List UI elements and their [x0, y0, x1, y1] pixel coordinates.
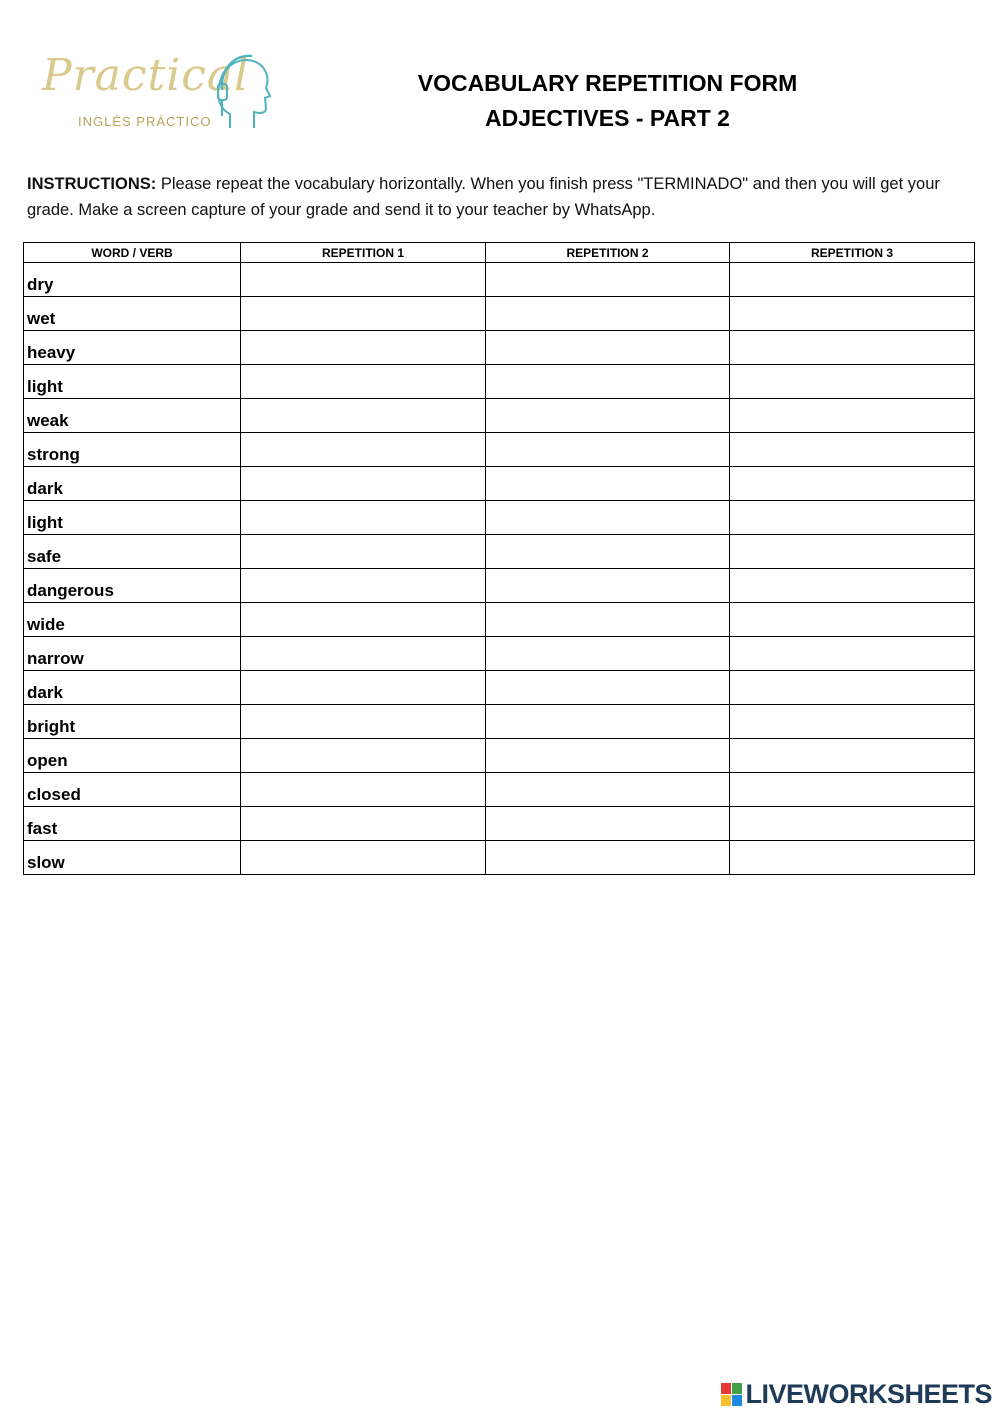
word-cell: strong — [24, 433, 241, 467]
head-headphones-icon — [208, 50, 272, 130]
repetition-1-cell — [241, 263, 486, 297]
repetition-2-input[interactable] — [486, 807, 729, 840]
word-cell: wet — [24, 297, 241, 331]
repetition-1-cell — [241, 841, 486, 875]
repetition-1-input[interactable] — [241, 603, 485, 636]
repetition-3-cell — [730, 433, 975, 467]
repetition-3-cell — [730, 331, 975, 365]
repetition-1-input[interactable] — [241, 739, 485, 772]
repetition-2-input[interactable] — [486, 365, 729, 398]
table-row — [24, 365, 975, 399]
repetition-3-cell — [730, 467, 975, 501]
instructions-label: INSTRUCTIONS: — [27, 175, 157, 193]
repetition-1-input[interactable] — [241, 637, 485, 670]
repetition-2-cell — [486, 569, 730, 603]
logo-subtitle: INGLÉS PRÁCTICO — [78, 114, 212, 129]
repetition-2-input[interactable] — [486, 331, 729, 364]
repetition-2-cell — [486, 637, 730, 671]
table-row — [24, 739, 975, 773]
word-cell: safe — [24, 535, 241, 569]
repetition-2-input[interactable] — [486, 433, 729, 466]
repetition-1-cell — [241, 569, 486, 603]
table-row — [24, 603, 975, 637]
header-repetition-1: REPETITION 1 — [241, 243, 486, 263]
repetition-1-cell — [241, 739, 486, 773]
repetition-3-input[interactable] — [730, 331, 974, 364]
repetition-2-input[interactable] — [486, 773, 729, 806]
header-repetition-2: REPETITION 2 — [486, 243, 730, 263]
repetition-1-cell — [241, 603, 486, 637]
repetition-2-input[interactable] — [486, 569, 729, 602]
repetition-1-cell — [241, 433, 486, 467]
repetition-3-input[interactable] — [730, 263, 974, 296]
table-row — [24, 637, 975, 671]
table-row — [24, 841, 975, 875]
repetition-1-cell — [241, 297, 486, 331]
repetition-1-cell — [241, 773, 486, 807]
word-cell: dark — [24, 467, 241, 501]
repetition-2-input[interactable] — [486, 841, 729, 874]
word-cell: wide — [24, 603, 241, 637]
repetition-1-input[interactable] — [241, 569, 485, 602]
word-cell: slow — [24, 841, 241, 875]
repetition-1-input[interactable] — [241, 297, 485, 330]
repetition-3-cell — [730, 705, 975, 739]
footer-brand — [721, 1377, 992, 1411]
word-cell: light — [24, 501, 241, 535]
repetition-1-input[interactable] — [241, 365, 485, 398]
repetition-3-input[interactable] — [730, 739, 974, 772]
repetition-2-cell — [486, 739, 730, 773]
form-subtitle: ADJECTIVES - PART 2 — [485, 105, 730, 131]
footer-brand-text: LIVEWORKSHEETS — [745, 1378, 992, 1409]
repetition-2-cell — [486, 807, 730, 841]
repetition-3-input[interactable] — [730, 773, 974, 806]
repetition-3-cell — [730, 637, 975, 671]
repetition-3-input[interactable] — [730, 637, 974, 670]
word-cell: open — [24, 739, 241, 773]
repetition-2-cell — [486, 263, 730, 297]
table-row — [24, 467, 975, 501]
repetition-2-cell — [486, 433, 730, 467]
repetition-3-input[interactable] — [730, 569, 974, 602]
repetition-1-cell — [241, 637, 486, 671]
table-row — [24, 263, 975, 297]
repetition-2-cell — [486, 331, 730, 365]
word-cell: light — [24, 365, 241, 399]
repetition-2-input[interactable] — [486, 637, 729, 670]
table-row — [24, 297, 975, 331]
repetition-2-input[interactable] — [486, 263, 729, 296]
repetition-2-input[interactable] — [486, 501, 729, 534]
logo-square-red — [721, 1383, 731, 1394]
logo-square-blue — [732, 1395, 742, 1406]
repetition-1-input[interactable] — [241, 671, 485, 704]
repetition-1-cell — [241, 705, 486, 739]
repetition-2-cell — [486, 535, 730, 569]
repetition-3-input[interactable] — [730, 705, 974, 738]
repetition-3-input[interactable] — [730, 467, 974, 500]
repetition-3-cell — [730, 569, 975, 603]
repetition-2-cell — [486, 467, 730, 501]
repetition-1-input[interactable] — [241, 773, 485, 806]
repetition-2-input[interactable] — [486, 739, 729, 772]
repetition-2-input[interactable] — [486, 671, 729, 704]
vocabulary-table — [23, 242, 975, 875]
repetition-1-input[interactable] — [241, 399, 485, 432]
repetition-3-input[interactable] — [730, 501, 974, 534]
table-row — [24, 331, 975, 365]
repetition-1-input[interactable] — [241, 467, 485, 500]
repetition-3-input[interactable] — [730, 365, 974, 398]
repetition-3-cell — [730, 739, 975, 773]
logo-square-yellow — [721, 1395, 731, 1406]
table-body — [24, 263, 975, 875]
repetition-3-cell — [730, 671, 975, 705]
table-row — [24, 671, 975, 705]
repetition-3-input[interactable] — [730, 671, 974, 704]
repetition-2-cell — [486, 773, 730, 807]
logo-script-text: Practical — [42, 50, 250, 101]
repetition-3-input[interactable] — [730, 399, 974, 432]
repetition-3-input[interactable] — [730, 535, 974, 568]
repetition-1-cell — [241, 331, 486, 365]
repetition-1-input[interactable] — [241, 501, 485, 534]
table-row — [24, 773, 975, 807]
repetition-1-input[interactable] — [241, 433, 485, 466]
header-word-verb: WORD / VERB — [24, 243, 241, 263]
word-cell: narrow — [24, 637, 241, 671]
repetition-3-cell — [730, 263, 975, 297]
table-row — [24, 569, 975, 603]
repetition-1-cell — [241, 807, 486, 841]
repetition-2-cell — [486, 501, 730, 535]
word-cell: fast — [24, 807, 241, 841]
repetition-2-cell — [486, 365, 730, 399]
repetition-1-cell — [241, 365, 486, 399]
repetition-3-input[interactable] — [730, 807, 974, 840]
repetition-3-input[interactable] — [730, 603, 974, 636]
repetition-1-cell — [241, 671, 486, 705]
repetition-1-input[interactable] — [241, 331, 485, 364]
repetition-3-cell — [730, 841, 975, 875]
repetition-3-cell — [730, 603, 975, 637]
word-cell: bright — [24, 705, 241, 739]
table-row — [24, 807, 975, 841]
header-repetition-3: REPETITION 3 — [730, 243, 975, 263]
word-cell: dark — [24, 671, 241, 705]
table-row — [24, 433, 975, 467]
instructions — [27, 171, 977, 223]
table-row — [24, 705, 975, 739]
repetition-2-cell — [486, 841, 730, 875]
repetition-2-cell — [486, 297, 730, 331]
repetition-2-cell — [486, 705, 730, 739]
liveworksheets-logo-icon — [721, 1383, 742, 1406]
repetition-1-input[interactable] — [241, 263, 485, 296]
repetition-1-cell — [241, 501, 486, 535]
table-row — [24, 399, 975, 433]
repetition-3-input[interactable] — [730, 297, 974, 330]
repetition-1-input[interactable] — [241, 807, 485, 840]
repetition-3-cell — [730, 535, 975, 569]
repetition-1-cell — [241, 399, 486, 433]
word-cell: heavy — [24, 331, 241, 365]
repetition-2-input[interactable] — [486, 705, 729, 738]
repetition-2-cell — [486, 399, 730, 433]
repetition-2-input[interactable] — [486, 297, 729, 330]
repetition-2-input[interactable] — [486, 535, 729, 568]
table-row — [24, 535, 975, 569]
repetition-2-cell — [486, 671, 730, 705]
word-cell: closed — [24, 773, 241, 807]
word-cell: weak — [24, 399, 241, 433]
repetition-2-input[interactable] — [486, 399, 729, 432]
repetition-3-cell — [730, 297, 975, 331]
table-row — [24, 501, 975, 535]
repetition-2-cell — [486, 603, 730, 637]
repetition-2-input[interactable] — [486, 467, 729, 500]
table-header-row — [24, 243, 975, 263]
repetition-3-input[interactable] — [730, 433, 974, 466]
repetition-3-cell — [730, 365, 975, 399]
repetition-1-cell — [241, 467, 486, 501]
repetition-1-input[interactable] — [241, 705, 485, 738]
repetition-3-cell — [730, 399, 975, 433]
repetition-3-cell — [730, 773, 975, 807]
repetition-2-input[interactable] — [486, 603, 729, 636]
logo — [38, 50, 278, 134]
word-cell: dry — [24, 263, 241, 297]
instructions-text: Please repeat the vocabulary horizontally. When you finish press "TERMINADO" and then you will get your grade. Make a screen capture of your grade and send it to your teacher by WhatsApp. — [27, 175, 940, 219]
repetition-3-input[interactable] — [730, 841, 974, 874]
logo-square-green — [732, 1383, 742, 1394]
form-title: VOCABULARY REPETITION FORM — [417, 70, 798, 96]
repetition-3-cell — [730, 807, 975, 841]
repetition-1-cell — [241, 535, 486, 569]
word-cell: dangerous — [24, 569, 241, 603]
repetition-1-input[interactable] — [241, 841, 485, 874]
repetition-3-cell — [730, 501, 975, 535]
repetition-1-input[interactable] — [241, 535, 485, 568]
